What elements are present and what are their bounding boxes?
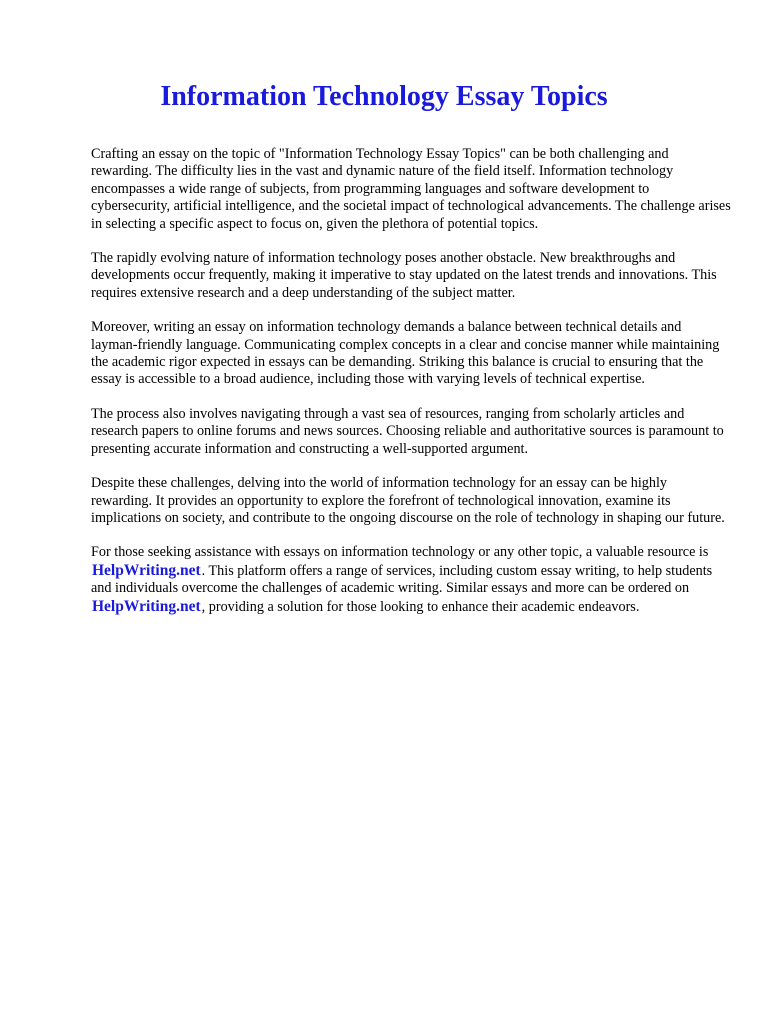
paragraph-5: Despite these challenges, delving into the world of information technology for an essay can be highly rewarding. It provides an opportunity to explore the forefront of technological innovation, examine its implications on society, and contribute to the ongoing discourse on the role of technology in shaping our future. [91, 475, 725, 526]
paragraph-3: Moreover, writing an essay on information technology demands a balance between technical details and layman-friendly language. Communicating complex concepts in a clear and concise manner while maintaining the academic rigor expected in essays can be demanding. Striking this balance is crucial to ensuring that the essay is accessible to a broad audience, including those with varying levels of technical expertise. [91, 319, 720, 388]
document-body [91, 146, 731, 633]
paragraph-6 [91, 544, 731, 616]
paragraph-6-text-1: For those seeking assistance with essays on information technology or any other topic, a valuable resource is [91, 544, 709, 561]
helpwriting-link-1[interactable]: HelpWriting.net [92, 561, 201, 579]
paragraph-6-text-2: . This platform offers a range of services, including custom essay writing, to help students and individuals overcome the challenges of academic writing. Similar essays and more can be ordered on [91, 562, 713, 597]
document-title: Information Technology Essay Topics [160, 81, 608, 112]
paragraph-6-text-3: , providing a solution for those looking to enhance their academic endeavors. [201, 598, 640, 615]
helpwriting-link-2[interactable]: HelpWriting.net [92, 597, 201, 615]
paragraph-2: The rapidly evolving nature of information technology poses another obstacle. New breakthroughs and developments occur frequently, making it imperative to stay updated on the latest trends and innovations. This requires extensive research and a deep understanding of the subject matter. [91, 250, 717, 301]
paragraph-4: The process also involves navigating through a vast sea of resources, ranging from scholarly articles and research papers to online forums and news sources. Choosing reliable and authoritative sources is paramount to presenting accurate information and constructing a well-supported argument. [91, 405, 724, 457]
paragraph-1: Crafting an essay on the topic of "Information Technology Essay Topics" can be both challenging and rewarding. The difficulty lies in the vast and dynamic nature of the field itself. Information technology encompasses a wide range of subjects, from programming languages and software development to cybersecurity, artificial intelligence, and the societal impact of technological advancements. The challenge arises in selecting a specific aspect to focus on, given the plethora of potential topics. [91, 146, 731, 232]
